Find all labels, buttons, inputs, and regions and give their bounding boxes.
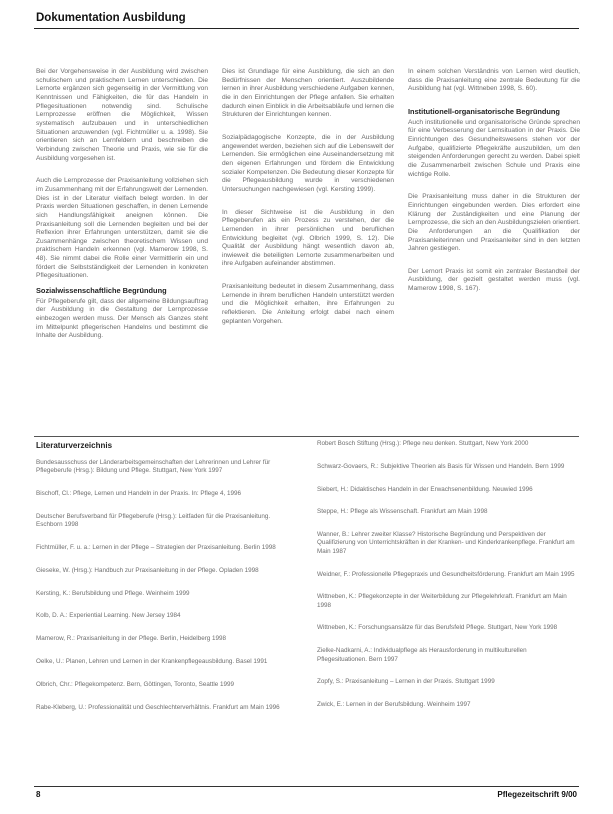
paragraph: In einem solchen Verständnis von Lernen wird deutlich, dass die Praxisanleitung eine zentrale Bedeutung für die Ausbildung hat (vgl. Wittneben 1998, S. 60). bbox=[408, 68, 580, 93]
reference-entry: Kersting, K.: Berufsbildung und Pflege. Weinheim 1999 bbox=[36, 589, 190, 597]
journal-name: Pflegezeitschrift 9/00 bbox=[497, 790, 577, 799]
reference-entry: Mamerow, R.: Praxisanleitung in der Pflege. Berlin, Heidelberg 1998 bbox=[36, 635, 227, 643]
paragraph: Auch institutionelle und organisatorische Gründe sprechen für eine Verbesserung der Lernsituation in der Praxis. Die Einrichtungen des Gesundheitswesens stehen vor der Aufgabe, qualifizierte Pflegekräfte auszubilden, um den steigenden Anforderungen gerecht zu werden. Dabei spielt die Zusammenarbeit zwischen Schule und Praxis eine wichtige Rolle. bbox=[408, 118, 580, 178]
paragraph: In dieser Sichtweise ist die Ausbildung in den Pflegeberufen als ein Prozess zu verstehen, der die Lernenden in ihrer persönlichen und beruflichen Entwicklung begleitet (vgl. Olbrich 1999, S. 12). Die Qualität der Ausbildung hängt wesentlich davon ab, inwieweit die beteiligten Lernorte zusammenarbeiten und ihre Aufgaben aufeinander abstimmen. bbox=[222, 208, 394, 268]
reference-entry: Robert Bosch Stiftung (Hrsg.): Pflege neu denken. Stuttgart, New York 2000 bbox=[317, 440, 529, 447]
paragraph: Praxisanleitung bedeutet in diesem Zusammenhang, dass Lernende in ihrem beruflichen Handeln unterstützt werden und die Möglichkeit erhalten, ihre Erfahrungen zu reflektieren. Die Anleitung erfolgt dabei nach einem geplanten Vorgehen. bbox=[222, 283, 394, 325]
article-body bbox=[36, 68, 580, 428]
reference-entry: Wittneben, K.: Forschungsansätze für das Berufsfeld Pflege. Stuttgart, New York 1998 bbox=[317, 624, 558, 632]
section-heading: Sozialwissenschaftliche Begründung bbox=[36, 286, 167, 296]
paragraph: Sozialpädagogische Konzepte, die in der Ausbildung angewendet werden, beziehen sich auf die Lebenswelt der Lernenden. Sie ermöglichen eine Auseinandersetzung mit den eigenen Erfahrungen und fördern die Entwicklung sozialer Kompetenzen. Die Bedeutung dieser Konzepte für die Pflegeausbildung wurde in verschiedenen Untersuchungen nachgewiesen (vgl. Kersting 1999). bbox=[222, 133, 394, 193]
reference-list-right bbox=[317, 440, 579, 724]
page-number: 8 bbox=[36, 790, 41, 799]
paragraph: Dies ist Grundlage für eine Ausbildung, die sich an den Bedürfnissen der Menschen orientiert. Auszubildende lernen in ihrer Ausbildung verschiedene Aufgaben kennen, die in den Einrichtungen der Pflege anfallen. Sie erhalten dadurch einen Einblick in die Arbeitsabläufe und lernen die Strukturen der Einrichtungen kennen. bbox=[222, 68, 394, 119]
reference-entry: Weidner, F.: Professionelle Pflegepraxis und Gesundheitsförderung. Frankfurt am Main 1995 bbox=[317, 570, 575, 578]
reference-entry: Wittneben, K.: Pflegekonzepte in der Weiterbildung zur Pflegelehrkraft. Frankfurt am Main 1998 bbox=[317, 593, 567, 609]
text-column-3 bbox=[408, 68, 580, 428]
reference-entry: Steppe, H.: Pflege als Wissenschaft. Frankfurt am Main 1998 bbox=[317, 508, 488, 516]
reference-entry: Siebert, H.: Didaktisches Handeln in der Erwachsenenbildung. Neuwied 1996 bbox=[317, 485, 533, 493]
reference-entry: Zwick, E.: Lernen in der Berufsbildung. Weinheim 1997 bbox=[317, 701, 471, 709]
reference-list-left bbox=[36, 459, 298, 726]
paragraph: Die Praxisanleitung muss daher in die Strukturen der Einrichtungen eingebunden werden. Dies erfordert eine Klärung der Zuständigkeiten und eine Planung der Lernprozesse, die sich an den Ausbildungszielen orientiert. Die Anforderungen an die Qualifikation der Praxisanleiterinnen und Praxisanleiter sind in den letzten Jahren gestiegen. bbox=[408, 193, 580, 253]
section-heading: Institutionell-organisatorische Begründung bbox=[408, 106, 560, 116]
reference-entry: Olbrich, Chr.: Pflegekompetenz. Bern, Göttingen, Toronto, Seattle 1999 bbox=[36, 680, 235, 688]
literature-divider bbox=[34, 436, 579, 437]
reference-entry: Zopfy, S.: Praxisanleitung – Lernen in der Praxis. Stuttgart 1999 bbox=[317, 678, 495, 686]
text-column-2 bbox=[222, 68, 394, 428]
paragraph: Für Pflegeberufe gilt, dass der allgemeine Bildungsauftrag der Ausbildung in die Gestaltung der Lernprozesse einbezogen werden muss. Der Mensch als Ganzes steht im Mittelpunkt pflegerischen Handelns und bestimmt die Inhalte der Ausbildung. bbox=[36, 297, 208, 340]
paragraph: Auch die Lernprozesse der Praxisanleitung vollziehen sich im Zusammenhang mit der Erfahrungswelt der Lernenden. Dies ist in der Literatur vielfach belegt worden. In der Praxis werden Situationen geschaffen, in denen Lernende sich Handlungsfähigkeit aneignen können. Die Praxisanleitung soll die Lernenden begleiten und bei der Reflexion ihrer Erfahrungen unterstützen, damit sie die Zusammenhänge zwischen theoretischem Wissen und praktischem Handeln erkennen (vgl. Mamerow 1998, S. 48). Sie nimmt dabei die Rolle einer Vermittlerin ein und fördert die Selbstständigkeit der Lernenden in konkreten Pflegesituationen. bbox=[36, 177, 208, 280]
reference-entry: Schwarz-Govaers, R.: Subjektive Theorien als Basis für Wissen und Handeln. Bern 1999 bbox=[317, 462, 565, 470]
literature-heading: Literaturverzeichnis bbox=[36, 441, 113, 450]
reference-entry: Deutscher Berufsverband für Pflegeberufe (Hrsg.): Leitfaden für die Praxisanleitung. Eschborn 1998 bbox=[36, 512, 271, 529]
reference-entry: Zielke-Nadkarni, A.: Individualpflege als Herausforderung in multikulturellen Pflegesituationen. Bern 1997 bbox=[317, 647, 527, 663]
reference-entry: Oelke, U.: Planen, Lehren und Lernen in der Krankenpflegeausbildung. Basel 1991 bbox=[36, 657, 268, 665]
section-header: Dokumentation Ausbildung bbox=[36, 12, 186, 24]
reference-entry: Wanner, B.: Lehrer zweiter Klasse? Historische Begründung und Perspektiven der Qualifizierung von Unterrichtskräften in der Kranken- und Kinderkrankenpflege. Frankfurt am Main 1987 bbox=[317, 531, 575, 555]
reference-entry: Kolb, D. A.: Experiential Learning. New Jersey 1984 bbox=[36, 612, 181, 620]
reference-entry: Rabe-Kleberg, U.: Professionalität und Geschlechterverhältnis. Frankfurt am Main 1996 bbox=[36, 703, 280, 711]
reference-entry: Fichtmüller, F. u. a.: Lernen in der Pflege – Strategien der Praxisanleitung. Berlin 1998 bbox=[36, 543, 276, 551]
reference-entry: Gieseke, W. (Hrsg.): Handbuch zur Praxisanleitung in der Pflege. Opladen 1998 bbox=[36, 566, 259, 574]
reference-entry: Bundesausschuss der Länderarbeitsgemeinschaften der Lehrerinnen und Lehrer für Pflegeberufe (Hrsg.): Bildung und Pflege. Stuttgart, New York 1997 bbox=[36, 459, 271, 475]
paragraph: Der Lernort Praxis ist somit ein zentraler Bestandteil der Ausbildung, der gezielt gestaltet werden muss (vgl. Mamerow 1998, S. 167). bbox=[408, 267, 580, 293]
text-column-1 bbox=[36, 68, 208, 428]
footer-divider bbox=[34, 786, 579, 787]
paragraph: Bei der Vorgehensweise in der Ausbildung wird zwischen schulischem und praktischem Lernen unterschieden. Die Lernorte ergänzen sich gegenseitig in der Vermittlung von Kenntnissen und Fähigkeiten, die für das Handeln in Pflegesituationen notwendig sind. Schulische Lernprozesse eröffnen die Möglichkeit, Wissen systematisch aufzubauen und in unterschiedlichen Situationen anzuwenden (vgl. Fichtmüller u. a. 1998). Sie orientieren sich an Lernfeldern und beschreiben die Verbindung zwischen Theorie und Praxis, wie sie für die Ausbildung vorgesehen ist. bbox=[36, 68, 208, 162]
header-divider bbox=[34, 28, 579, 29]
reference-entry: Bischoff, Cl.: Pflege, Lernen und Handeln in der Praxis. In: Pflege 4, 1996 bbox=[36, 490, 242, 498]
